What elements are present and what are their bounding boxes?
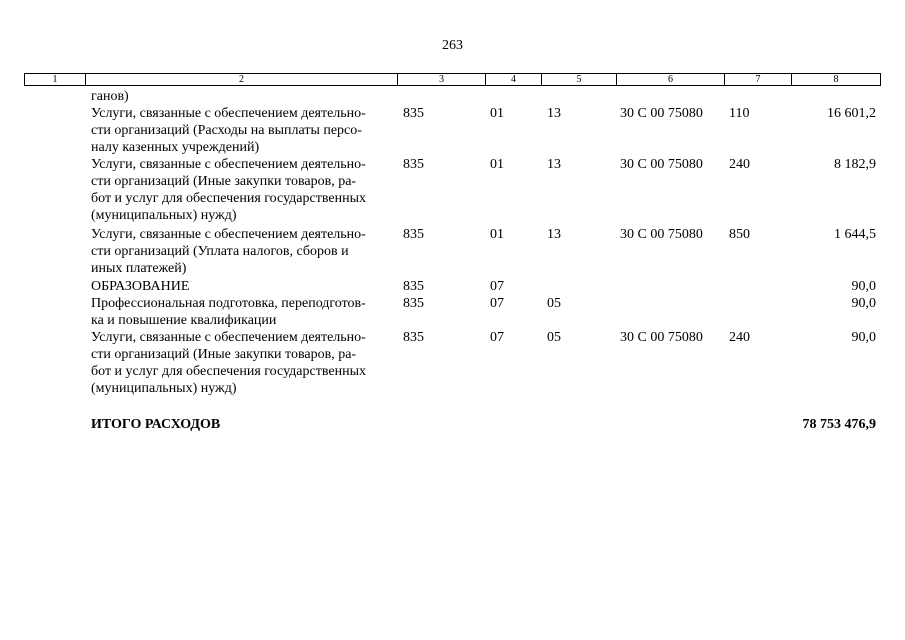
subsection-code: 05 bbox=[547, 296, 561, 311]
expense-type-code: 240 bbox=[729, 157, 750, 172]
target-article-code: 30 С 00 75080 bbox=[620, 227, 703, 242]
ved-code: 835 bbox=[403, 157, 424, 172]
description-line: Услуги, связанные с обеспечением деятельно- bbox=[91, 106, 366, 121]
column-header: 7 bbox=[725, 74, 792, 86]
description-line: Услуги, связанные с обеспечением деятельно- bbox=[91, 227, 366, 242]
description-line: иных платежей) bbox=[91, 261, 187, 276]
column-header: 2 bbox=[86, 74, 398, 86]
section-code: 07 bbox=[490, 330, 504, 345]
target-article-code: 30 С 00 75080 bbox=[620, 106, 703, 121]
row-description bbox=[91, 329, 396, 397]
section-code: 07 bbox=[490, 296, 504, 311]
description-line: бот и услуг для обеспечения государственных bbox=[91, 191, 366, 206]
column-header: 5 bbox=[542, 74, 617, 86]
description-line: сти организаций (Расходы на выплаты персо- bbox=[91, 123, 362, 138]
amount: 1 644,5 bbox=[834, 227, 876, 242]
ved-code: 835 bbox=[403, 330, 424, 345]
section-code: 01 bbox=[490, 157, 504, 172]
amount: 90,0 bbox=[851, 296, 876, 311]
description-line: Услуги, связанные с обеспечением деятельно- bbox=[91, 330, 366, 345]
target-article-code: 30 С 00 75080 bbox=[620, 157, 703, 172]
section-code: 07 bbox=[490, 279, 504, 294]
row-description bbox=[91, 156, 396, 224]
description-line: Профессиональная подготовка, переподготов- bbox=[91, 296, 366, 311]
description-line: сти организаций (Уплата налогов, сборов и bbox=[91, 244, 349, 259]
page-number: 263 bbox=[442, 38, 463, 53]
ved-code: 835 bbox=[403, 279, 424, 294]
continuation-text: ганов) bbox=[91, 89, 129, 104]
column-number-header bbox=[24, 73, 881, 86]
row-description bbox=[91, 278, 396, 295]
ved-code: 835 bbox=[403, 106, 424, 121]
expense-type-code: 850 bbox=[729, 227, 750, 242]
ved-code: 835 bbox=[403, 227, 424, 242]
subsection-code: 13 bbox=[547, 157, 561, 172]
description-line: сти организаций (Иные закупки товаров, ра- bbox=[91, 174, 357, 189]
total-label: ИТОГО РАСХОДОВ bbox=[91, 417, 221, 432]
row-description bbox=[91, 226, 396, 277]
expense-type-code: 240 bbox=[729, 330, 750, 345]
description-line: сти организаций (Иные закупки товаров, ра- bbox=[91, 347, 357, 362]
subsection-code: 13 bbox=[547, 227, 561, 242]
column-header: 3 bbox=[398, 74, 486, 86]
amount: 90,0 bbox=[851, 279, 876, 294]
column-header: 4 bbox=[486, 74, 542, 86]
description-line: бот и услуг для обеспечения государственных bbox=[91, 364, 366, 379]
description-line: ка и повышение квалификации bbox=[91, 313, 277, 328]
column-header: 1 bbox=[25, 74, 86, 86]
description-line: (муниципальных) нужд) bbox=[91, 208, 237, 223]
section-code: 01 bbox=[490, 227, 504, 242]
section-code: 01 bbox=[490, 106, 504, 121]
description-line: (муниципальных) нужд) bbox=[91, 381, 237, 396]
amount: 90,0 bbox=[851, 330, 876, 345]
row-description bbox=[91, 295, 396, 329]
column-header: 6 bbox=[617, 74, 725, 86]
description-line: Услуги, связанные с обеспечением деятельно- bbox=[91, 157, 366, 172]
expense-type-code: 110 bbox=[729, 106, 750, 121]
subsection-code: 05 bbox=[547, 330, 561, 345]
row-description bbox=[91, 105, 396, 156]
ved-code: 835 bbox=[403, 296, 424, 311]
description-line: ОБРАЗОВАНИЕ bbox=[91, 279, 190, 294]
amount: 16 601,2 bbox=[827, 106, 876, 121]
amount: 8 182,9 bbox=[834, 157, 876, 172]
subsection-code: 13 bbox=[547, 106, 561, 121]
total-amount: 78 753 476,9 bbox=[802, 417, 876, 432]
target-article-code: 30 С 00 75080 bbox=[620, 330, 703, 345]
description-line: налу казенных учреждений) bbox=[91, 140, 260, 155]
column-header: 8 bbox=[792, 74, 881, 86]
